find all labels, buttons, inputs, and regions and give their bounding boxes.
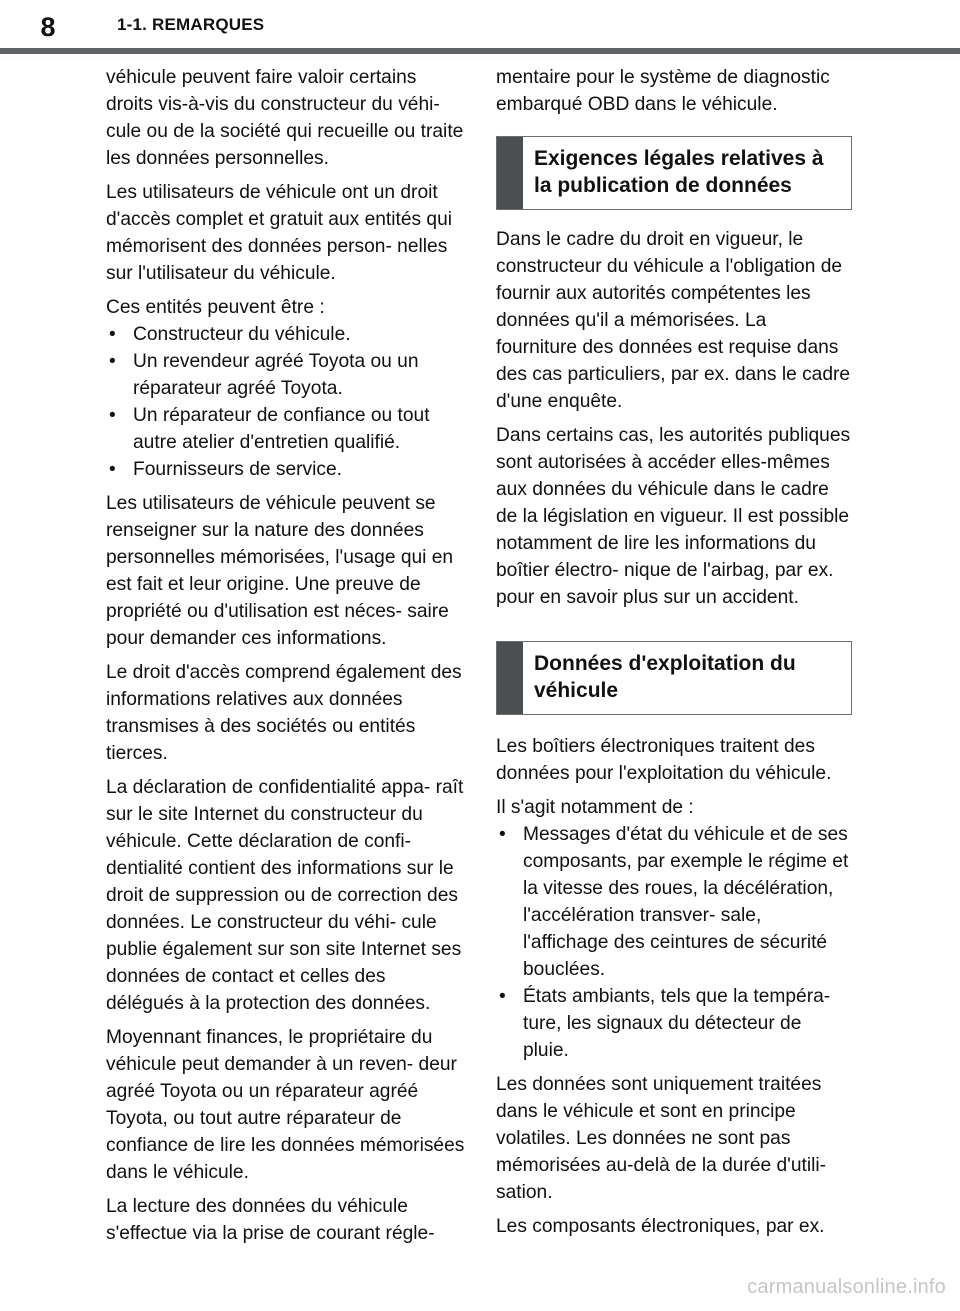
watermark: carmanualsonline.info xyxy=(747,1276,946,1298)
section-heading: Données d'exploitation du véhicule xyxy=(534,652,796,702)
paragraph: Les boîtiers électroniques traitent des données pour l'exploitation du véhicule. xyxy=(496,736,832,784)
list-item: • Un réparateur de confiance ou tout autre atelier d'entretien qualifié. xyxy=(106,402,468,456)
heading-bar xyxy=(497,137,523,209)
left-column xyxy=(106,64,468,1254)
paragraph: Les utilisateurs de véhicule peuvent se renseigner sur la nature des données personnelles mémorisées, l'usage qui en est fait et leur origine. Une preuve de propriété ou d'utilisation est néces- saire pour demander ces informations. xyxy=(106,493,454,649)
heading-bar xyxy=(497,642,523,714)
paragraph: Le droit d'accès comprend également des informations relatives aux données transmises à des sociétés ou entités tierces. xyxy=(106,662,462,764)
list-item: • Un revendeur agréé Toyota ou un réparateur agréé Toyota. xyxy=(106,348,468,402)
paragraph: Dans certains cas, les autorités publiques sont autorisées à accéder elles-mêmes aux données du véhicule dans le cadre de la législation en vigueur. Il est possible notamment de lire les informations du boîtier électro- nique de l'airbag, par ex. pour en savoir plus sur un accident. xyxy=(496,425,851,608)
paragraph: Les données sont uniquement traitées dans le véhicule et sont en principe volatiles. Les données ne sont pas mémorisées au-delà de la durée d'utili- sation. xyxy=(496,1074,827,1203)
data-list xyxy=(496,821,852,1064)
header-rule xyxy=(96,48,960,54)
page-header xyxy=(0,0,960,56)
paragraph: Les utilisateurs de véhicule ont un droit d'accès complet et gratuit aux entités qui mémorisent des données person- nelles sur l'utilisateur du véhicule. xyxy=(106,182,453,284)
section-heading: Exigences légales relatives à la publication de données xyxy=(534,147,824,197)
list-item: • Fournisseurs de service. xyxy=(106,456,468,483)
paragraph: La lecture des données du véhicule s'effectue via la prise de courant régle- xyxy=(106,1196,435,1244)
page-number: 8 xyxy=(40,11,56,42)
right-column xyxy=(496,64,852,1247)
paragraph: véhicule peuvent faire valoir certains droits vis-à-vis du constructeur du véhi- cule ou de la société qui recueille ou traite les données personnelles. xyxy=(106,67,464,169)
section-heading-box xyxy=(496,641,852,715)
page-number-box xyxy=(0,0,96,54)
header-rule-left xyxy=(0,48,96,54)
paragraph: La déclaration de confidentialité appa- raît sur le site Internet du constructeur du véhicule. Cette déclaration de confi- dentialité contient des informations sur le droit de suppression ou de correction des données. Le constructeur du véhi- cule publie également sur son site Internet ses données de contact et celles des délégués à la protection des données. xyxy=(106,777,464,1014)
list-item: • Messages d'état du véhicule et de ses composants, par exemple le régime et la vitesse des roues, la décélération, l'accélération transver- sale, l'affichage des ceintures de sécurité bouclées. xyxy=(496,821,852,983)
paragraph: mentaire pour le système de diagnostic embarqué OBD dans le véhicule. xyxy=(496,67,830,115)
paragraph: Ces entités peuvent être : xyxy=(106,297,325,318)
list-item: • Constructeur du véhicule. xyxy=(106,321,468,348)
paragraph: Moyennant finances, le propriétaire du véhicule peut demander à un reven- deur agréé Toyota ou un réparateur agréé Toyota, ou tout autre réparateur de confiance de lire les données mémorisées dans le véhicule. xyxy=(106,1027,465,1183)
paragraph: Il s'agit notamment de : xyxy=(496,797,694,818)
paragraph: Les composants électroniques, par ex. xyxy=(496,1216,825,1237)
entity-list xyxy=(106,321,468,483)
section-title: 1-1. REMARQUES xyxy=(117,15,265,34)
paragraph: Dans le cadre du droit en vigueur, le constructeur du véhicule a l'obligation de fournir aux autorités compétentes les données qu'il a mémorisées. La fourniture des données est requise dans des cas particuliers, par ex. dans le cadre d'une enquête. xyxy=(496,229,851,412)
section-heading-box xyxy=(496,136,852,210)
list-item: • États ambiants, tels que la tempéra- ture, les signaux du détecteur de pluie. xyxy=(496,983,852,1064)
